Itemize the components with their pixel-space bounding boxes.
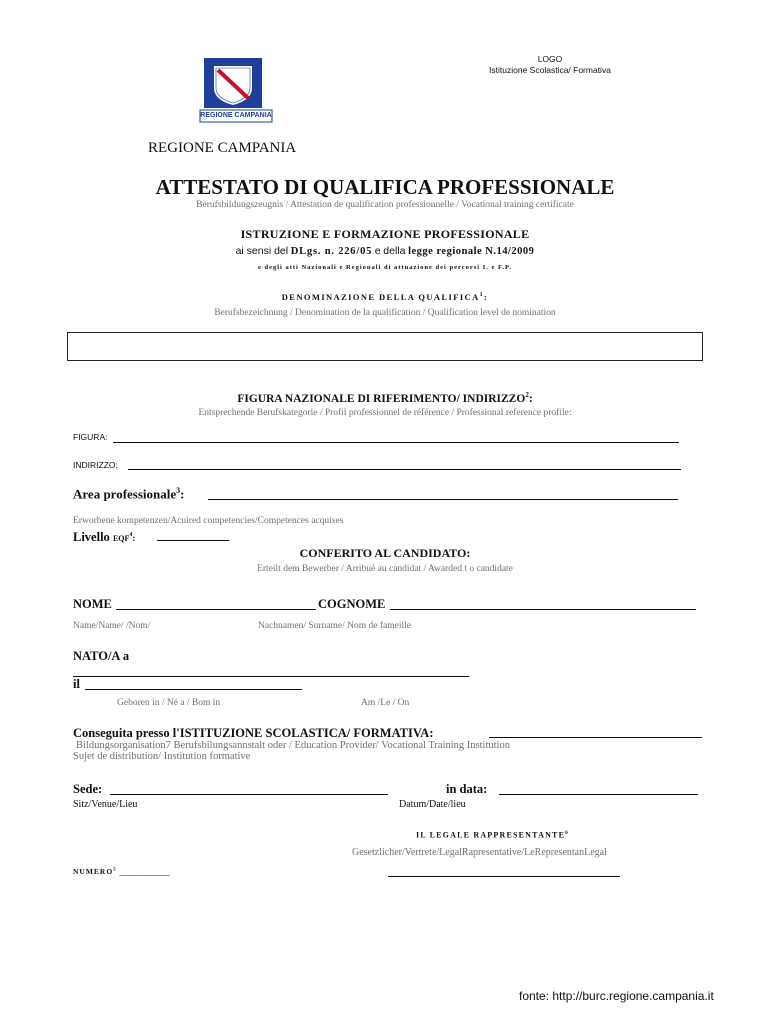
conseguita-translation-2: Sujet de distribution/ Institution formative [73,751,251,762]
legale-translation: Gesetzlicher/Vertrete/LegalRapresentative/LeRepresentanLegal [352,847,607,858]
qualifica-label: DENOMINAZIONE DELLA QUALIFICA [281,292,480,302]
numero-field[interactable]: ____________ [119,867,170,876]
livello-colon: : [132,533,136,543]
qualifica-footnote: 1 [479,292,485,299]
nome-field[interactable] [116,609,316,610]
sede-translation: Sitz/Venue/Lieu [73,799,138,810]
logo-institution-label: Istituzione Scolastica/ Formativa [489,65,611,75]
numero-label-text: NUMERO [73,867,114,876]
qualifica-heading [0,292,770,302]
legale-label [416,830,569,840]
area-field[interactable] [208,499,678,500]
numero-label [73,867,170,876]
figura-field[interactable] [113,442,679,443]
source-footer: fonte: http://burc.regione.campania.it [519,989,714,1003]
indirizzo-label: INDIRIZZO: [73,460,118,470]
figura-translation: Entsprechende Berufskategorie / Profil professionnel de référence / Professional reference profile: [198,408,572,418]
area-colon: : [180,486,185,502]
livello-field[interactable] [157,540,229,541]
region-name: REGIONE CAMPANIA [148,140,297,156]
conseguita-label: Conseguita presso l'ISTITUZIONE SCOLASTICA/ FORMATIVA: [73,726,434,740]
law-regional: legge regionale N.14/2009 [408,246,535,257]
qualifica-input-box[interactable] [67,332,703,361]
in-data-translation: Datum/Date/lieu [399,799,466,810]
legale-label-text: IL LEGALE RAPPRESENTANTE [416,830,566,840]
signature-line[interactable] [388,876,620,877]
law-reference [0,245,770,257]
am-translation: Am /Le / On [361,698,410,708]
numero-footnote: 5 [113,867,117,873]
law-e: e [374,245,381,257]
il-label: il [73,677,80,691]
ifp-heading: ISTRUZIONE E FORMAZIONE PROFESSIONALE [240,227,530,241]
born-translation: Geboren in / Né a / Bom in [117,698,221,708]
indirizzo-field[interactable] [128,469,681,470]
nome-translation: Name/Name/ /Nom/ [73,621,151,631]
logo-placeholder [455,54,645,76]
candidato-heading: CONFERITO AL CANDIDATO: [299,546,471,560]
figura-label: FIGURA: [73,432,108,442]
page-title: ATTESTATO DI QUALIFICA PROFESSIONALE [155,175,615,199]
cognome-field[interactable] [390,609,696,610]
cognome-label: COGNOME [318,597,386,611]
in-data-field[interactable] [499,794,698,795]
law-della: della [383,245,406,257]
cognome-translation: Nachnamen/ Surname/ Nom de fameille [258,621,412,631]
livello-label [73,530,135,545]
law-dlgs: DLgs. n. 226/05 [290,246,373,257]
legale-footnote: 6 [565,830,570,836]
logo-label: LOGO [537,54,563,64]
nato-label: NATO/A a [73,649,130,663]
conseguita-field[interactable] [489,737,702,738]
regione-campania-emblem [196,58,276,124]
figura-heading-label: FIGURA NAZIONALE DI RIFERIMENTO/ INDIRIZZO [237,392,526,405]
area-label-text: Area professionale [73,486,177,502]
figura-heading [0,391,770,405]
competences-translation: Erworbene kompetenzen/Acuired competencies/Competences acquises [73,516,344,526]
title-translation: Berufsbildungszeugnis / Attestation de qualification professionnelle / Vocational training certificate [196,200,574,210]
nato-field[interactable] [73,676,469,677]
area-label [73,486,185,502]
sede-field[interactable] [110,794,388,795]
figura-heading-colon: : [528,392,533,405]
qualifica-colon: : [484,292,489,302]
law-prefix: ai sensi del [235,245,289,257]
il-field[interactable] [85,689,302,690]
law-implementation: e degli atti Nazionali e Regionali di attuazione dei percorsi I. e F.P. [257,264,512,271]
conseguita-translation-1: Bildungsorganisation7 Berufsbilungsannstalt oder / Education Provider/ Vocational Training Institution [76,740,510,751]
candidato-translation: Erteilt dem Bewerber / Arribué au candidat / Awarded t o candidate [257,564,513,574]
livello-label-text: Livello [73,530,110,544]
nome-label: NOME [73,597,112,611]
area-footnote: 3 [176,486,181,495]
emblem-caption: REGIONE CAMPANIA [200,112,272,119]
in-data-label: in data: [446,782,488,796]
figura-footnote: 2 [525,391,529,399]
livello-eqf: EQF [112,534,130,543]
qualifica-translation: Berufsbezeichnung / Denomination de la qualification / Qualification level de nomination [214,308,556,318]
sede-label: Sede: [73,782,103,796]
livello-footnote: 4 [129,531,133,538]
